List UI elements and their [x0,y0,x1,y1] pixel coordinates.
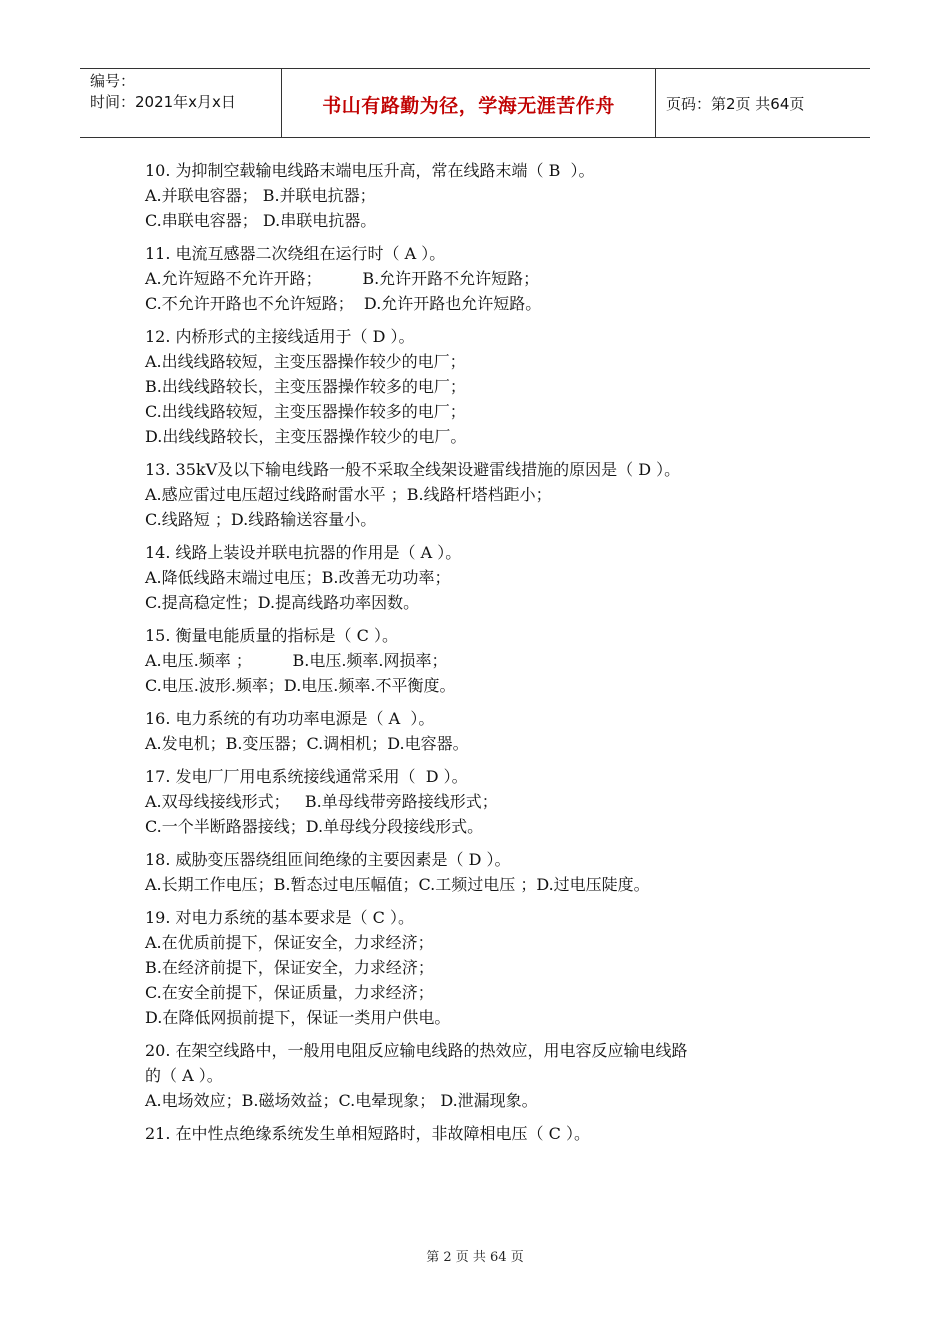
header-page-info: 页码：第2页 共64页 [666,94,805,113]
question-item [145,457,810,532]
question-line: D.在降低网损前提下，保证一类用户供电。 [145,1008,451,1027]
header-slogan: 书山有路勤为径，学海无涯苦作舟 [282,69,656,137]
question-line: A.在优质前提下，保证安全，力求经济； [145,933,434,952]
question-stem: 10. 为抑制空载输电线路末端电压升高，常在线路末端（ B ）。 [145,161,595,180]
question-item [145,324,810,449]
question-line: C.出线线路较短，主变压器操作较多的电厂； [145,402,466,421]
question-line: C.线路短 ；D.线路输送容量小。 [145,510,377,529]
question-stem: 15. 衡量电能质量的指标是（ C ）。 [145,626,398,645]
question-line: A.长期工作电压；B.暂态过电压幅值；C.工频过电压 ；D.过电压陡度。 [145,875,650,894]
page-footer: 第 2 页 共 64 页 [426,1250,524,1265]
page-header [80,68,870,138]
question-line: C.提高稳定性；D.提高线路功率因数。 [145,593,420,612]
question-line: D.出线线路较长，主变压器操作较少的电厂。 [145,427,467,446]
question-stem: 14. 线路上装设并联电抗器的作用是（ A ）。 [145,543,462,562]
question-item [145,540,810,615]
question-item [145,706,810,756]
question-line: B.出线线路较长，主变压器操作较多的电厂； [145,377,466,396]
question-line: A.电场效应；B.磁场效益；C.电晕现象； D.泄漏现象。 [145,1091,538,1110]
question-list [145,158,810,1154]
question-stem: 11. 电流互感器二次绕组在运行时（ A ）。 [145,244,446,263]
question-line: A.感应雷过电压超过线路耐雷水平 ；B.线路杆塔档距小； [145,485,552,504]
time-label: 时间：2021年x月x日 [90,93,236,111]
question-item [145,905,810,1030]
code-label: 编号： [90,72,136,90]
question-item [145,1121,810,1146]
question-line: A.发电机；B.变压器；C.调相机；D.电容器。 [145,734,469,753]
question-line: C.电压.波形.频率；D.电压.频率.不平衡度。 [145,676,456,695]
question-line: A.出线线路较短，主变压器操作较少的电厂； [145,352,466,371]
question-line: A.并联电容器； B.并联电抗器； [145,186,376,205]
question-item [145,1038,810,1113]
question-item [145,847,810,897]
header-meta [80,69,282,137]
question-stem: 19. 对电力系统的基本要求是（ C ）。 [145,908,414,927]
question-line: C.在安全前提下，保证质量，力求经济； [145,983,434,1002]
question-line: 的（ A ）。 [145,1066,223,1085]
question-stem: 16. 电力系统的有功功率电源是（ A ）。 [145,709,435,728]
question-stem: 20. 在架空线路中，一般用电阻反应输电线路的热效应，用电容反应输电线路 [145,1041,688,1060]
question-line: C.串联电容器； D.串联电抗器。 [145,211,377,230]
question-line: A.降低线路末端过电压；B.改善无功功率； [145,568,451,587]
question-stem: 13. 35kV及以下输电线路一般不采取全线架设避雷线措施的原因是（ D ）。 [145,460,681,479]
question-stem: 21. 在中性点绝缘系统发生单相短路时，非故障相电压（ C ）。 [145,1124,590,1143]
question-item [145,623,810,698]
question-stem: 18. 威胁变压器绕组匝间绝缘的主要因素是（ D ）。 [145,850,511,869]
question-line: A.允许短路不允许开路； B.允许开路不允许短路； [145,269,540,288]
question-line: A.电压.频率 ； B.电压.频率.网损率； [145,651,448,670]
question-item [145,241,810,316]
question-stem: 12. 内桥形式的主接线适用于（ D ）。 [145,327,415,346]
question-line: C.一个半断路器接线；D.单母线分段接线形式。 [145,817,484,836]
question-line: B.在经济前提下，保证安全，力求经济； [145,958,434,977]
question-item [145,158,810,233]
question-stem: 17. 发电厂厂用电系统接线通常采用（ D ）。 [145,767,468,786]
question-item [145,764,810,839]
question-line: C.不允许开路也不允许短路； D.允许开路也允许短路。 [145,294,542,313]
question-line: A.双母线接线形式； B.单母线带旁路接线形式； [145,792,498,811]
